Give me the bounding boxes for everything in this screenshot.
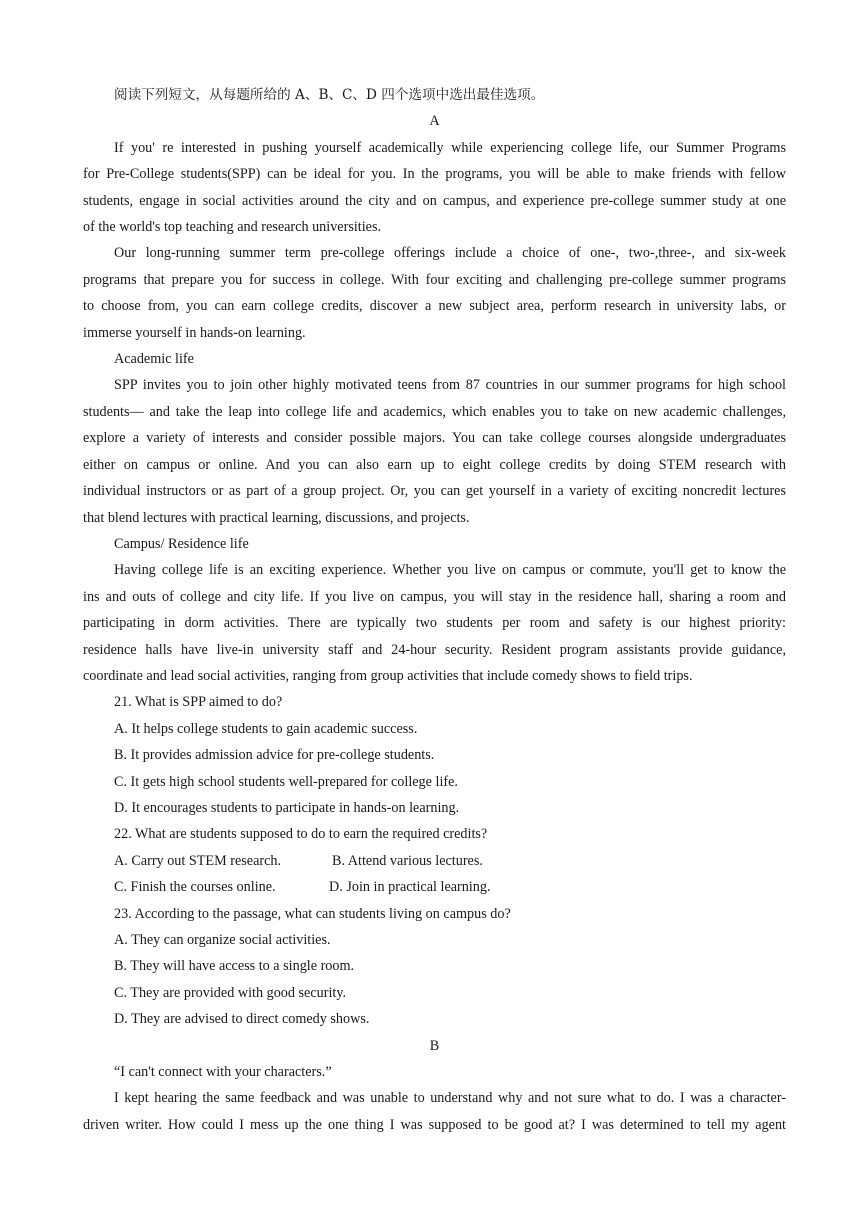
option-d: D. Join in practical learning. [329,879,491,896]
option-b: B. Attend various lectures. [332,852,483,869]
text-line: residence halls have live-in university staff and 24-hour security. Resident program assistants provide guidance, [83,641,786,658]
text-line: SPP invites you to join other highly motivated teens from 87 countries in our summer programs for high school [114,377,786,394]
question-stem: 22. What are students supposed to do to earn the required credits? [114,826,488,843]
section-heading-campus-life: Campus/ Residence life [114,535,249,552]
text-line: coordinate and lead social activities, ranging from group activities that include comedy shows to field trips. [83,667,693,684]
text-line: students, engage in social activities around the city and on campus, and experience pre-college summer study at one [83,192,786,209]
text-line: students— and take the leap into college life and academics, which enables you to take on new academic challenges, [83,403,786,420]
passage-a-paragraph-2 [83,240,786,346]
passage-b-label: B [429,1037,440,1054]
text-line: that blend lectures with practical learning, discussions, and projects. [83,509,470,526]
instruction-text: 阅读下列短文，从每题所给的 A、B、C、D 四个选项中选出最佳选项。 [114,87,545,103]
text-line: I kept hearing the same feedback and was unable to understand why and not sure what to do. I was a character- [114,1090,786,1107]
option-c: C. They are provided with good security. [114,984,347,1001]
text-line: Our long-running summer term pre-college offerings include a choice of one-, two-,three-, and six-week [114,245,786,262]
option-c: C. Finish the courses online. [114,879,276,896]
option-d: D. They are advised to direct comedy shows. [114,1011,370,1028]
question-23 [83,901,786,1033]
option-b: B. It provides admission advice for pre-college students. [114,747,435,764]
text-line: individual instructors or as part of a group project. Or, you can get yourself in a variety of exciting noncredit lectures [83,483,786,500]
passage-a-paragraph-4 [83,557,786,689]
passage-a-paragraph-3 [83,372,786,530]
passage-b-quote: “I can't connect with your characters.” [114,1064,332,1081]
option-c: C. It gets high school students well-prepared for college life. [114,773,458,790]
text-line: either on campus or online. And you can also earn up to eight college credits by doing STEM research with [83,456,786,473]
text-line: immerse yourself in hands-on learning. [83,324,306,341]
text-line: driven writer. How could I mess up the one thing I was supposed to be good at? I was determined to tell my agent [83,1116,786,1133]
passage-a-label: A [429,113,440,130]
text-line: to choose from, you can earn college credits, discover a new subject area, perform research in university labs, or [83,298,786,315]
text-line: ins and outs of college and city life. If you live on campus, you will stay in the residence hall, sharing a room and [83,588,786,605]
option-row [83,874,786,900]
question-stem: 23. According to the passage, what can students living on campus do? [114,905,511,922]
option-b: B. They will have access to a single room. [114,958,355,975]
option-a: A. Carry out STEM research. [114,852,282,869]
text-line: for Pre-College students(SPP) can be ideal for you. In the programs, you will be able to make friends with fellow [83,166,786,183]
question-21 [83,689,786,821]
passage-b-paragraph-1 [83,1085,786,1138]
text-line: Having college life is an exciting experience. Whether you live on campus or commute, you'll get to know the [114,562,786,579]
option-a: A. It helps college students to gain academic success. [114,720,418,737]
question-22 [83,821,786,900]
passage-a-paragraph-1 [83,135,786,241]
text-line: programs that prepare you for success in college. With four exciting and challenging pre-college summer programs [83,271,786,288]
text-line: If you' re interested in pushing yourself academically while experiencing college life, our Summer Programs [114,139,786,156]
text-line: of the world's top teaching and research universities. [83,219,382,236]
option-d: D. It encourages students to participate in hands-on learning. [114,799,460,816]
option-row [83,848,786,874]
option-a: A. They can organize social activities. [114,932,331,948]
text-line: explore a variety of interests and consider possible majors. You can take college courses alongside undergraduates [83,430,786,447]
question-stem: 21. What is SPP aimed to do? [114,694,283,711]
section-heading-academic-life: Academic life [114,351,194,368]
text-line: participating in dorm activities. There are typically two students per room and safety is our highest priority: [83,615,786,632]
document-page [83,82,786,1138]
